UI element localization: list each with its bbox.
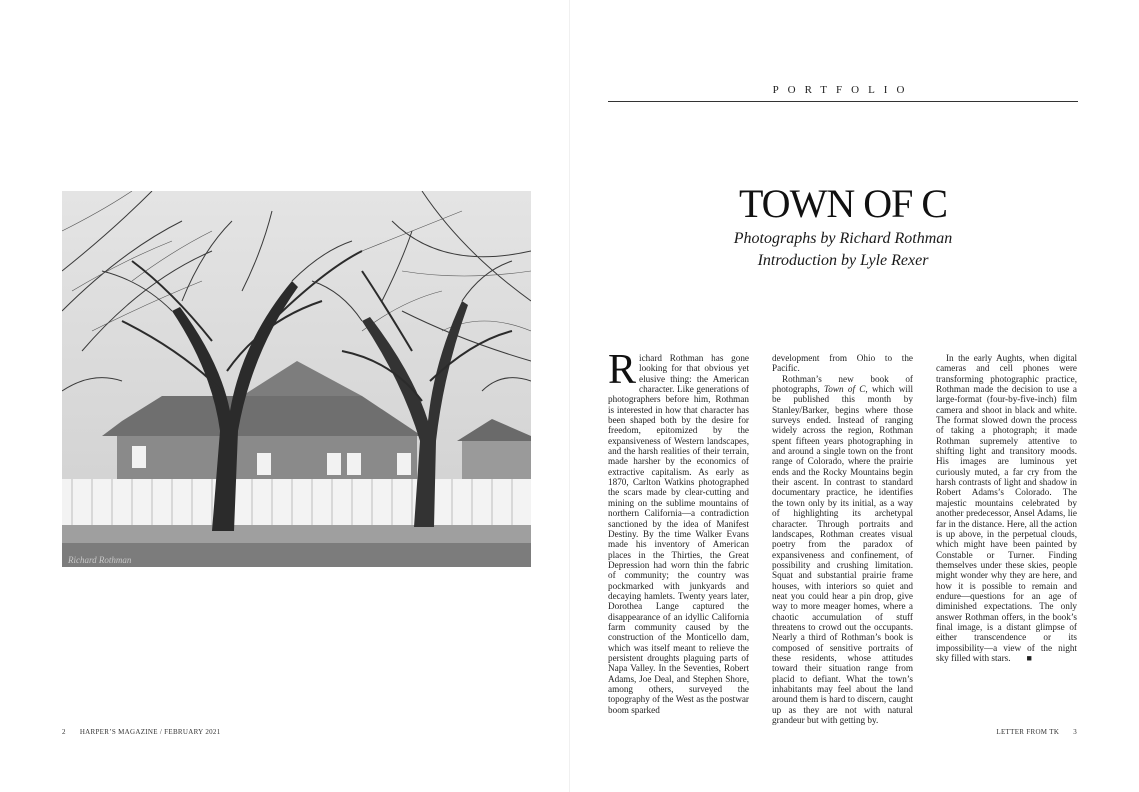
drop-cap: R: [608, 347, 637, 393]
footer-right: [996, 728, 1077, 736]
paragraph-text: Rothman’s new book of photographs,: [772, 373, 913, 395]
article-title: TOWN OF C: [738, 181, 948, 226]
page-number-left: 2: [62, 728, 66, 736]
paragraph: [936, 353, 1077, 663]
paragraph-text: In the early Aughts, when digital cameras and cell phones were transforming photographic practice, Rothman made the decision to use a large-format (four-by-five-inch) film camera and shoot in black and white. The format slowed down the process of taking a photograph; it made Rothman supremely attentive to shifting light and transitory moods. His images are luminous yet curiously muted, a far cry from the harsh contrasts of light and shadow in Robert Adams’s Colorado. The majestic mountains celebrated by another predecessor, Ansel Adams, lie far in the distance. Here, all the action is up above, in the perpetual clouds, which might have been painted by Constable or Turner. Finding themselves under these skies, people might wonder why they are here, and how it is possible to remain and endure—questions for an age of diminished expectations. The only answer Rothman offers, in the book’s final image, is a distant glimpse of either transcendence or its impossibility—a view of the night sky filled with stars.: [936, 353, 1077, 663]
book-title: Town of C: [824, 384, 866, 395]
text-column-2: [772, 353, 913, 725]
end-square-icon: ■: [1026, 652, 1032, 663]
byline-introduction: Introduction by Lyle Rexer: [757, 252, 929, 269]
running-head-left: HARPER’S MAGAZINE / FEBRUARY 2021: [79, 728, 221, 736]
spread-gutter: [569, 0, 570, 792]
paragraph: [772, 374, 913, 726]
byline-photographs: Photographs by Richard Rothman: [733, 230, 953, 247]
page-number-right: 3: [1073, 728, 1077, 736]
article-bylines: [608, 228, 1078, 272]
running-head-right: LETTER FROM TK: [996, 728, 1060, 736]
paragraph: [608, 347, 749, 715]
town-photograph: [62, 191, 531, 567]
text-column-3: [936, 353, 1077, 663]
section-rule: [608, 101, 1078, 102]
photo-watermark: Richard Rothman: [68, 555, 132, 565]
paragraph: development from Ohio to the Pacific.: [772, 353, 913, 374]
paragraph-text: ichard Rothman has gone looking for that obvious yet elusive thing: the American character. Like generations of photographers before him, Rothman is interested in how that character has been shaped both by the desire for freedom, epitomized by the expansiveness of Western landscapes, and the harsh realities of their terrain, made harsher by the economics of extractive capitalism. As early as 1870, Carlton Watkins photographed the scars made by clear-cutting and mining on the sublime mountains of northern California—a contradiction sanctioned by the idea of Manifest Destiny. By the time Walker Evans made his inventory of American places in the Thirties, the Great Depression had worn thin the fabric of community; the country was pockmarked with junkyards and decaying hamlets. Twenty years later, Dorothea Lange captured the disappearance of an idyllic California farm community caused by the construction of the Monticello dam, which was itself meant to relieve the persistent droughts plaguing parts of Napa Valley. In the Seventies, Robert Adams, Joe Deal, and Stephen Shore, among others, surveyed the topography of the West as the postwar boom sparked: [608, 353, 749, 715]
section-label: PORTFOLIO: [772, 84, 914, 96]
footer-left: [62, 728, 221, 736]
text-column-1: [608, 347, 749, 715]
paragraph-text: , which will be published this month by Stanley/Barker, begins where those surveys ended. Instead of ranging widely across the region, Rothman spent fifteen years photographing in and around a single town on the front range of Colorado, where the prairie ends and the Rocky Mountains begin their ascent. In contrast to standard documentary practice, he identifies the town only by its initial, as a way of highlighting its archetypal character. Through portraits and landscapes, Rothman creates visual poetry from the paradox of expansiveness and confinement, of possibility and crushing limitation. Squat and substantial prairie frame houses, with interiors so quiet and neat you could hear a pin drop, give way to more meager homes, where a chaotic accumulation of stuff threatens to crowd out the occupants. Nearly a third of Rothman’s book is composed of sensitive portraits of these residents, whose attitudes toward their situation range from placid to defiant. What the town’s inhabitants may feel about the land around them is hard to discern, caught up as they are not with natural grandeur but with getting by.: [772, 384, 913, 726]
